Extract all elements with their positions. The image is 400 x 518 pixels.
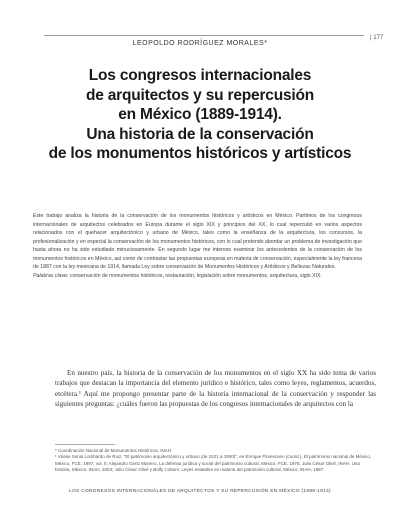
footnote-1: ¹ Véase Sonia Lombardo de Ruiz, "El patrimonio arquitectónico y urbano (de 1521 a 1900)", en Enrique Florescano (coord.), El patrimonio nacional de México, México, FCE, 1997, vol. II; Alejandro Gertz Manero, La defensa jurídica y social del patrimonio cultural, México, FCE, 1976; Julio César Olivé, INAH. Una historia, México, INAH, 2003; Julio César Olivé y Bolfy Cottom, Leyes estatales en materia del patrimonio cultural, México, INAH, 1997. (55, 454, 372, 473)
body-paragraph: En nuestro país, la historia de la conservación de los monumentos en el siglo XX ha sido tema de varios trabajos que destacan la importancia del elemento jurídico e histórico, tales como leyes, reglamentos, acuerdos, etcétera.¹ Aquí me propongo presentar parte de la historia internacional de la conservación y responder las siguientes preguntas: ¿cuáles fueron las propuestas de los congresos internacionales de arquitectos con la (55, 369, 376, 409)
title-line: de los monumentos históricos y artísticos (48, 145, 352, 162)
author-name: LEOPOLDO RODRÍGUEZ MORALES* (132, 40, 268, 47)
title-line: en México (1889-1914). (118, 106, 282, 123)
footnote-rule (55, 444, 115, 445)
header-rule (44, 35, 364, 36)
title-line: Los congresos internacionales (88, 67, 312, 84)
title-line: de arquitectos y su repercusión (85, 86, 315, 104)
running-footer: LOS CONGRESOS INTERNACIONALES DE ARQUITECTOS Y SU REPERCUSIÓN EN MÉXICO (1889-1914) (69, 489, 331, 494)
keywords-label: Palabras clave: (33, 272, 69, 279)
keywords (33, 272, 362, 281)
footnote-affiliation: * Coordinación Nacional de Monumentos Históricos, INAH. (55, 448, 173, 453)
abstract (33, 212, 362, 280)
article-title (0, 66, 400, 164)
page-number: | 177 (370, 35, 384, 41)
title-line: Una historia de la conservación (86, 125, 314, 143)
keywords-list: conservación de monumentos históricos, restauración, legislación sobre monumentos, arquitectura, siglo XIX. (69, 272, 322, 279)
abstract-text: Este trabajo analiza la historia de la conservación de los monumentos históricos y artísticos en México. Partimos de los congresos internacionales de arquitectos celebrados en Europa durante el siglo XIX y principios del XX, lo cual repercutió en varios aspectos relacionados con el quehacer arquitectónico y urbano de México, tales como la enseñanza de la arquitectura, los concursos, la profesionalización y en especial la conservación de los monumentos históricos, con lo cual pretendo abordar un problema de investigación que hasta ahora no ha sido estudiado minuciosamente. En segundo lugar me intereso examinar los antecedentes de la conservación de los monumentos históricos en México, así como de contrastar las propuestas europeas en materia de conservación, especialmente la ley francesa de 1887 con la ley mexicana de 1914, llamada Ley sobre conservación de Monumentos Históricos y Artísticos y Bellezas Naturales. (33, 213, 362, 270)
footnotes (55, 448, 376, 474)
